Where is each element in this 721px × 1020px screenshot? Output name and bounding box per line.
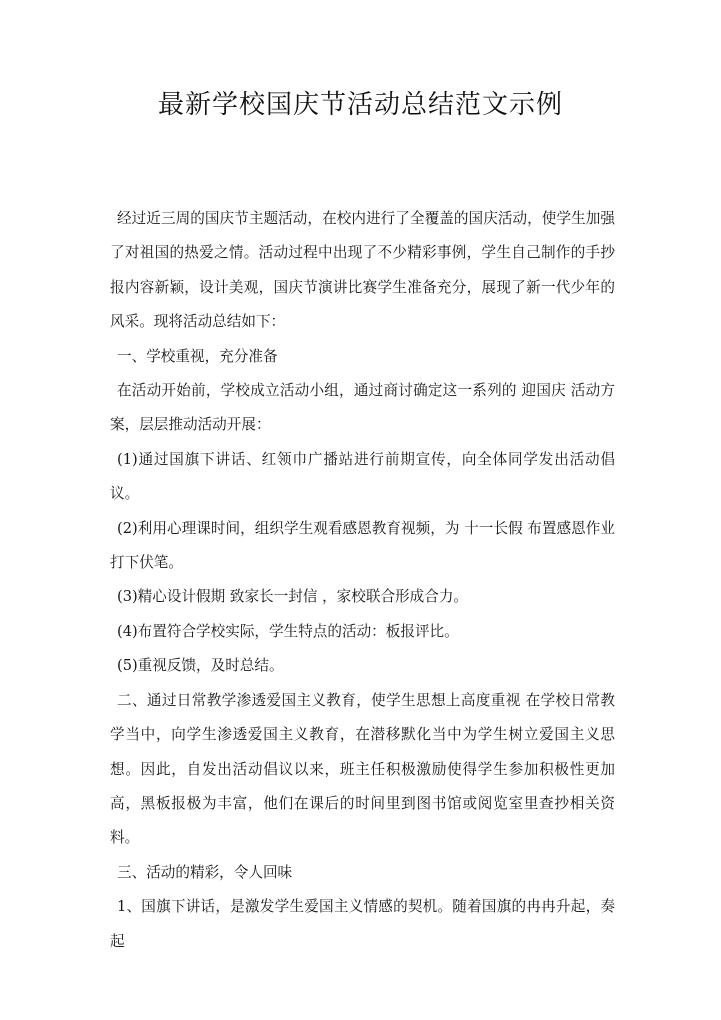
list-item-5: (5)重视反馈，及时总结。 <box>117 657 284 675</box>
section-heading-2-paragraph: 二、通过日常教学渗透爱国主义教育，使学生思想上高度重视 在学校日常教学当中，向学生渗透爱国主义教育，在潜移默化当中为学生树立爱国主义思想。因此，自发出活动倡议以来，班主任积极激励使得学生参加积极性更加高，黑板报极为丰富，他们在课后的时间里到图书馆或阅览室里查抄相关资料。 <box>110 691 615 847</box>
section-1-intro-paragraph: 在活动开始前，学校成立活动小组，通过商讨确定这一系列的 迎国庆 活动方案，层层推动活动开展： <box>110 382 615 434</box>
list-item-2: (2)利用心理课时间，组织学生观看感恩教育视频，为 十一长假 布置感恩作业打下伏笔。 <box>110 519 615 572</box>
section-heading-1: 一、学校重视，充分准备 <box>117 347 278 365</box>
section-3-item-1: 1、国旗下讲话，是激发学生爱国主义情感的契机。随着国旗的冉冉升起，奏起 <box>110 898 615 950</box>
list-item-3: (3)精心设计假期 致家长一封信 ，家校联合形成合力。 <box>117 588 469 606</box>
document-title: 最新学校国庆节活动总结范文示例 <box>157 90 563 120</box>
list-item-1: (1)通过国旗下讲话、红领巾广播站进行前期宣传，向全体同学发出活动倡议。 <box>110 450 615 503</box>
section-heading-3: 三、活动的精彩，令人回味 <box>117 863 293 881</box>
document-body <box>110 202 615 959</box>
intro-paragraph: 经过近三周的国庆节主题活动，在校内进行了全覆盖的国庆活动，使学生加强了对祖国的热爱之情。活动过程中出现了不少精彩事例，学生自己制作的手抄报内容新颖，设计美观，国庆节演讲比赛学生准备充分，展现了新一代少年的风采。现将活动总结如下： <box>110 210 615 331</box>
list-item-4: (4)布置符合学校实际，学生特点的活动：板报评比。 <box>117 622 459 640</box>
